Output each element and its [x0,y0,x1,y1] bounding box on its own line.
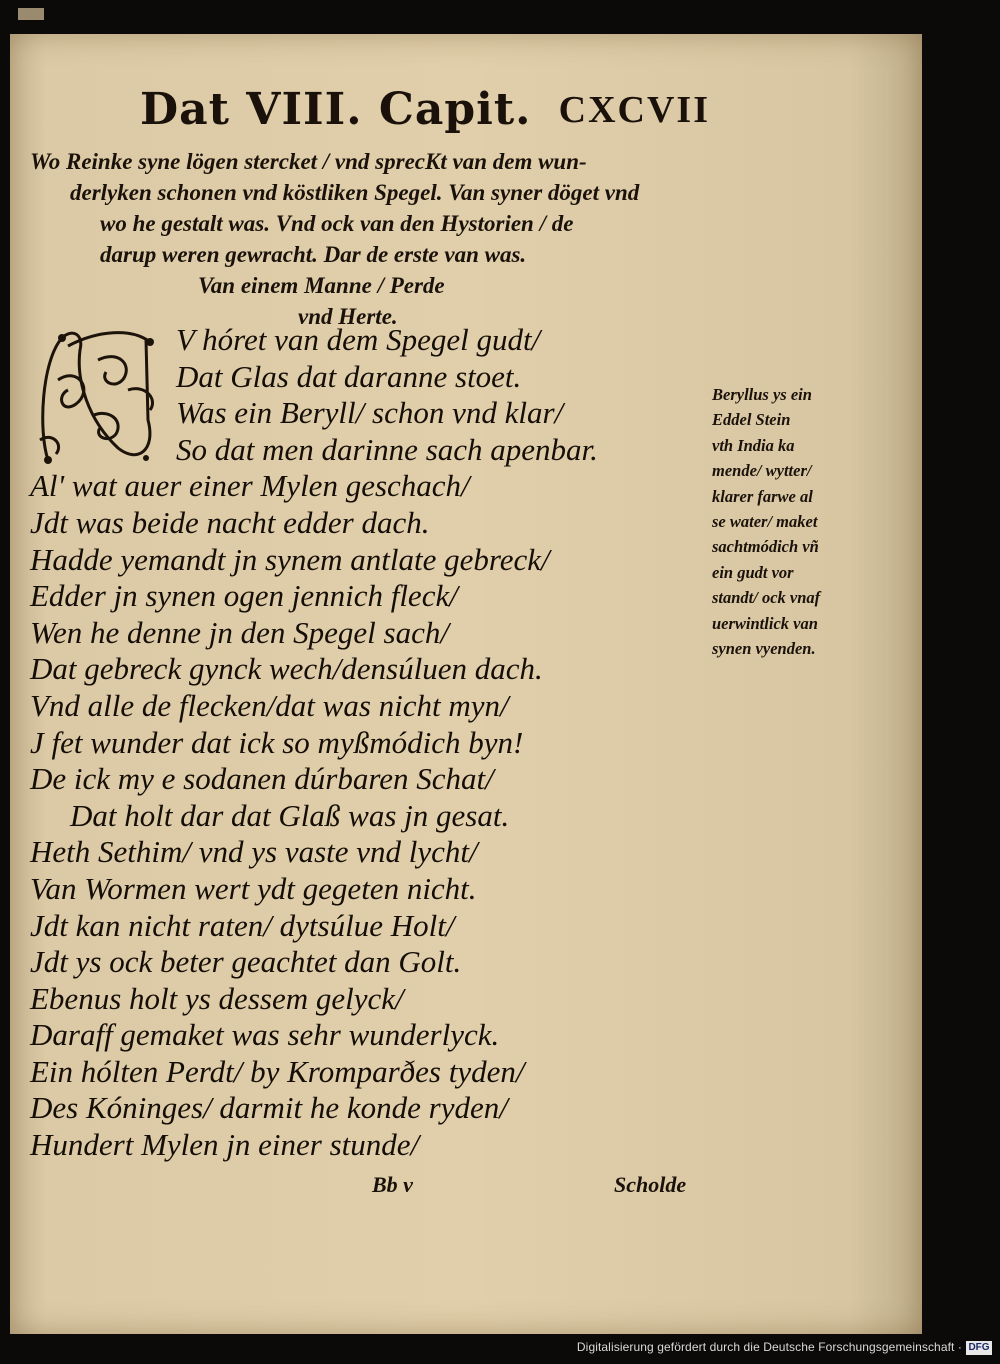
verse-line: Ebenus holt ys dessem gelyck/ [30,980,404,1016]
gloss-line: vth India ka [712,435,795,455]
verse-line: V hóret van dem Spegel gudt/ [176,322,541,357]
verse-block [30,322,710,1164]
gloss-line: uerwintlick van [712,613,818,633]
verse-line: Al' wat auer einer Mylen geschach/ [30,468,470,504]
verse-line: Heth Sethim/ vnd ys vaste vnd lycht/ [30,834,478,870]
gloss-line: Beryllus ys ein [712,385,812,404]
summary-line: Van einem Manne / Perde [198,273,445,298]
gloss-line: synen vyenden. [712,639,816,659]
verse-line: Dat holt dar dat Glaß was jn gesat. [70,797,510,833]
chapter-summary [30,146,710,332]
verse-line: So dat men darinne sach apenbar. [176,431,598,467]
verse-line: Wen he denne jn den Spegel sach/ [30,614,449,650]
verse-line: Dat Glas dat daranne stoet. [176,358,522,394]
verse-line: Jdt was beide nacht edder dach. [30,504,430,540]
gloss-line: se water/ maket [712,512,818,532]
summary-line: vnd Herte. [298,304,398,329]
scan-corner-marker [18,8,44,20]
gloss-line: ein gudt vor [712,562,794,582]
gloss-line: mende/ wytter/ [712,461,812,481]
verse-line: Dat gebreck gynck wech/densúluen dach. [30,651,543,687]
funding-credit: Digitalisierung gefördert durch die Deutsche Forschungsgemeinschaft · [576,1340,962,1354]
verse-line: Was ein Beryll/ schon vnd klar/ [176,395,564,431]
gloss-line: klarer farwe al [712,486,813,506]
summary-line: darup weren gewracht. Dar de erste van was. [100,242,527,267]
summary-line: wo he gestalt was. Vnd ock van den Hystorien / de [100,211,574,236]
folio-number: CXCVII [558,89,710,131]
verse-line: Van Wormen wert ydt gegeten nicht. [30,870,477,906]
verse-line: Ein hólten Perdt/ by Kromparðes tyden/ [30,1053,525,1089]
footer-bar [0,1334,1000,1364]
running-title: Dat VIII. Capit. [140,84,532,135]
page-header [140,84,710,140]
verse-line: Jdt ys ock beter geachtet dan Golt. [30,944,462,980]
marginal-gloss [712,382,882,661]
verse-line: Des Kóninges/ darmit he konde ryden/ [30,1090,508,1126]
gloss-line: standt/ ock vnaf [712,588,821,608]
signature-mark: Bb v [372,1172,413,1197]
catchword: Scholde [614,1172,687,1197]
verse-line: Hundert Mylen jn einer stunde/ [30,1127,420,1163]
verse-line: Hadde yemandt jn synem antlate gebreck/ [30,541,550,577]
verse-line: Daraff gemaket was sehr wunderlyck. [30,1017,500,1053]
summary-line: Wo Reinke syne lögen stercket / vnd sprecKt van dem wun- [30,149,587,174]
summary-line: derlyken schonen vnd köstliken Spegel. Van syner döget vnd [70,180,640,205]
verse-line: Edder jn synen ogen jennich fleck/ [30,578,458,614]
verse-line: De ick my e sodanen dúrbaren Schat/ [30,761,494,797]
verse-line: J fet wunder dat ick so myßmódich byn! [30,724,524,760]
dfg-logo-icon: DFG [966,1341,992,1355]
gloss-line: sachtmódich vñ [712,537,819,557]
verse-line: Jdt kan nicht raten/ dytsúlue Holt/ [30,907,455,943]
gloss-line: Eddel Stein [712,410,791,430]
verse-line: Vnd alle de flecken/dat was nicht myn/ [30,687,509,723]
